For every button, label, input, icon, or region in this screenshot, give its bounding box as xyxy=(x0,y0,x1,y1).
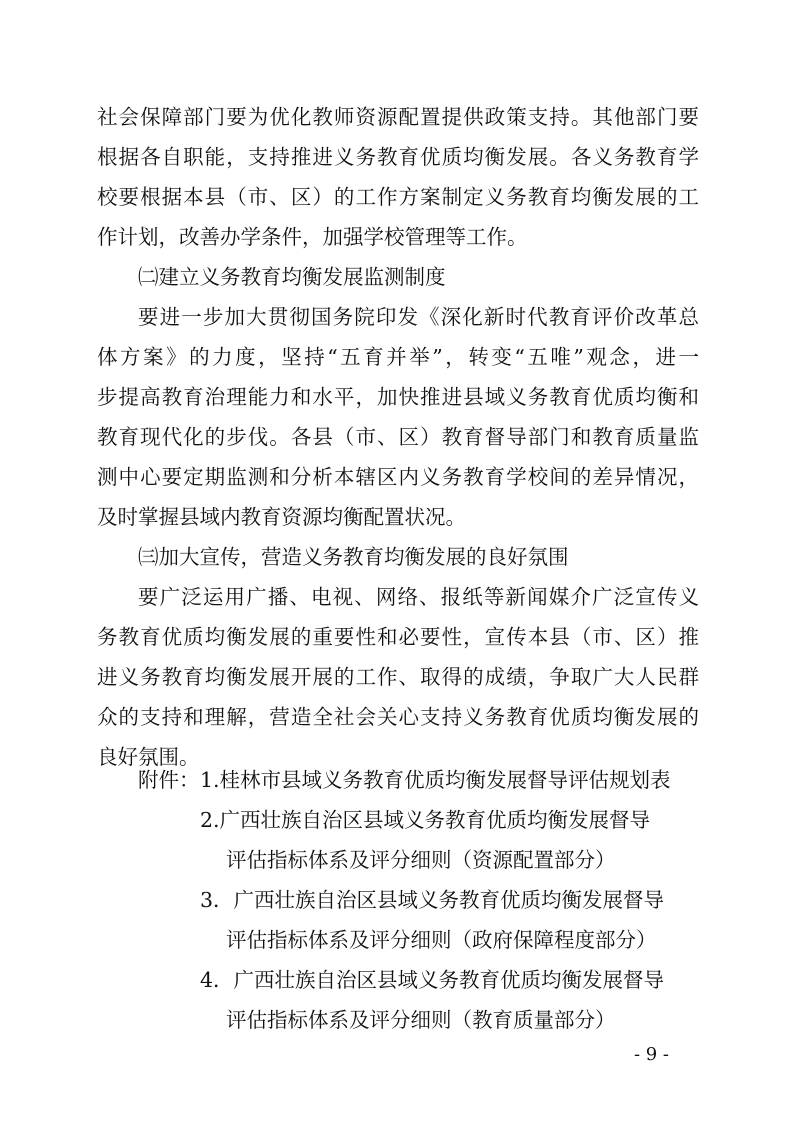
paragraph-line: 众的支持和理解，营造全社会关心支持义务教育优质均衡发展的 xyxy=(97,705,699,729)
paragraph-line: 要广泛运用广播、电视、网络、报纸等新闻媒介广泛宣传义 xyxy=(138,585,699,609)
paragraph-line: 社会保障部门要为优化教师资源配置提供政策支持。其他部门要 xyxy=(97,105,699,129)
paragraph-line: 及时掌握县域内教育资源均衡配置状况。 xyxy=(97,505,466,529)
page-number: - 9 - xyxy=(633,1044,669,1065)
attachments-label: 附件： xyxy=(138,768,200,792)
paragraph-line: 步提高教育治理能力和水平，加快推进县域义务教育优质均衡和 xyxy=(97,385,699,409)
paragraph-line: 务教育优质均衡发展的重要性和必要性，宣传本县（市、区）推 xyxy=(97,625,699,649)
paragraph-line: 校要根据本县（市、区）的工作方案制定义务教育均衡发展的工 xyxy=(97,185,699,209)
paragraph-line: 进义务教育均衡发展开展的工作、取得的成绩，争取广大人民群 xyxy=(97,665,699,689)
paragraph-line: 体方案》的力度，坚持“五育并举”，转变“五唯”观念，进一 xyxy=(97,345,699,369)
paragraph-line: 根据各自职能，支持推进义务教育优质均衡发展。各义务教育学 xyxy=(97,145,699,169)
paragraph-line: 教育现代化的步伐。各县（市、区）教育督导部门和教育质量监 xyxy=(97,425,699,449)
attachment-item-2-cont: 评估指标体系及评分细则（资源配置部分） xyxy=(226,848,616,872)
paragraph-line: 测中心要定期监测和分析本辖区内义务教育学校间的差异情况， xyxy=(97,465,699,489)
attachment-item-4-cont: 评估指标体系及评分细则（教育质量部分） xyxy=(226,1008,616,1032)
paragraph-line: 作计划，改善办学条件，加强学校管理等工作。 xyxy=(97,225,528,249)
attachment-item-1: 1.桂林市县域义务教育优质均衡发展督导评估规划表 xyxy=(200,768,671,792)
attachment-item-3-cont: 评估指标体系及评分细则（政府保障程度部分） xyxy=(226,928,657,952)
paragraph-line: 良好氛围。 xyxy=(97,745,200,769)
section-heading-publicity: ㈢加大宣传，营造义务教育均衡发展的良好氛围 xyxy=(138,545,569,569)
attachment-item-3: 3．广西壮族自治区县域义务教育优质均衡发展督导 xyxy=(200,888,665,912)
paragraph-line: 要进一步加大贯彻国务院印发《深化新时代教育评价改革总 xyxy=(138,305,699,329)
attachment-item-4: 4．广西壮族自治区县域义务教育优质均衡发展督导 xyxy=(200,968,665,992)
attachment-item-2: 2.广西壮族自治区县域义务教育优质均衡发展督导 xyxy=(200,808,651,832)
section-heading-monitoring: ㈡建立义务教育均衡发展监测制度 xyxy=(138,265,446,289)
